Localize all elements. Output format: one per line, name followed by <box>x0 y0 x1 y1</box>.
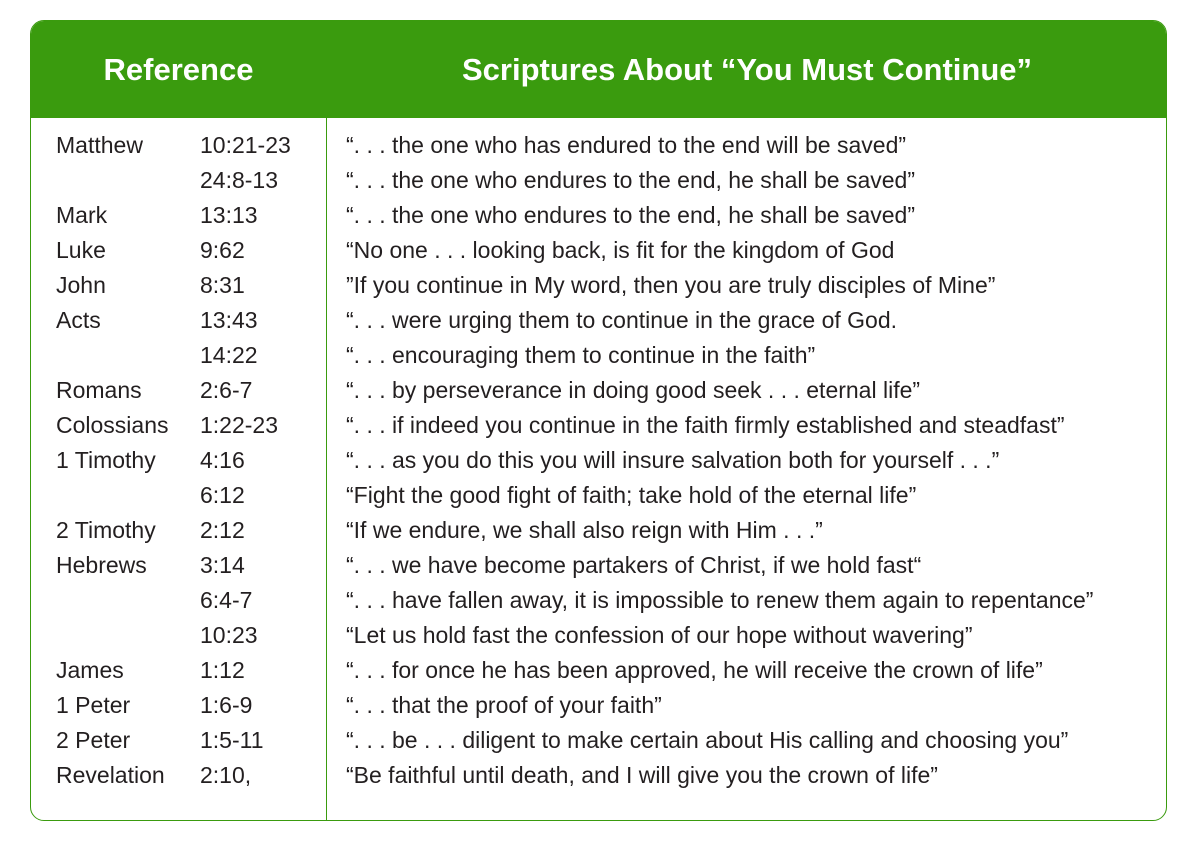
table-row <box>31 723 1166 758</box>
quote-cell: “Let us hold fast the confession of our hope without wavering” <box>346 622 973 648</box>
header-reference: Reference <box>103 51 254 87</box>
quote-cell: “. . . by perseverance in doing good seek . . . eternal life” <box>346 377 921 403</box>
quote-cell: “. . . encouraging them to continue in the faith” <box>346 342 816 368</box>
verse-cell: 13:13 <box>200 202 258 228</box>
table-row <box>31 688 1166 723</box>
verse-cell: 24:8-13 <box>200 167 279 193</box>
table-row <box>31 443 1166 478</box>
verse-cell: 6:4-7 <box>200 587 253 613</box>
verse-cell: 9:62 <box>200 237 245 263</box>
book-cell: James <box>56 657 124 683</box>
book-cell: Luke <box>56 237 106 263</box>
table-row <box>31 548 1166 583</box>
table-row <box>31 303 1166 338</box>
verse-cell: 10:23 <box>200 622 258 648</box>
quote-cell: “. . . that the proof of your faith” <box>346 692 662 718</box>
book-cell: Acts <box>56 307 101 333</box>
verse-cell: 2:10, <box>200 762 252 788</box>
table-row <box>31 583 1166 618</box>
verse-cell: 2:12 <box>200 517 245 543</box>
table-row <box>31 268 1166 303</box>
quote-cell: “If we endure, we shall also reign with Him . . .” <box>346 517 823 543</box>
table-body <box>31 128 1166 793</box>
verse-cell: 3:14 <box>200 552 245 578</box>
table-row <box>31 478 1166 513</box>
quote-cell: “. . . were urging them to continue in the grace of God. <box>346 307 898 333</box>
verse-cell: 1:22-23 <box>200 412 279 438</box>
table-row <box>31 233 1166 268</box>
verse-cell: 1:5-11 <box>200 727 264 753</box>
table-row <box>31 128 1166 163</box>
verse-cell: 8:31 <box>200 272 245 298</box>
book-cell: 1 Timothy <box>56 447 156 473</box>
header-scriptures: Scriptures About “You Must Continue” <box>461 51 1033 87</box>
table-row <box>31 198 1166 233</box>
table-row <box>31 653 1166 688</box>
verse-cell: 13:43 <box>200 307 258 333</box>
verse-cell: 14:22 <box>200 342 258 368</box>
table-row <box>31 618 1166 653</box>
book-cell: 1 Peter <box>56 692 131 718</box>
quote-cell: “. . . be . . . diligent to make certain about His calling and choosing you” <box>346 727 1069 753</box>
quote-cell: “. . . for once he has been approved, he will receive the crown of life” <box>346 657 1043 683</box>
book-cell: Mark <box>56 202 108 228</box>
scripture-table <box>30 20 1167 821</box>
quote-cell: “Fight the good fight of faith; take hold of the eternal life” <box>346 482 917 508</box>
verse-cell: 1:12 <box>200 657 245 683</box>
book-cell: Matthew <box>56 132 143 158</box>
table-row <box>31 338 1166 373</box>
table-row <box>31 163 1166 198</box>
table-row <box>31 513 1166 548</box>
quote-cell: “. . . the one who endures to the end, he shall be saved” <box>346 202 915 228</box>
book-cell: Colossians <box>56 412 169 438</box>
verse-cell: 4:16 <box>200 447 245 473</box>
verse-cell: 2:6-7 <box>200 377 253 403</box>
quote-cell: “. . . the one who endures to the end, he shall be saved” <box>346 167 915 193</box>
verse-cell: 1:6-9 <box>200 692 253 718</box>
quote-cell: “No one . . . looking back, is fit for the kingdom of God <box>346 237 895 263</box>
table-header <box>31 21 1166 118</box>
verse-cell: 10:21-23 <box>200 132 291 158</box>
quote-cell: “Be faithful until death, and I will give you the crown of life” <box>346 762 938 788</box>
table-row <box>31 758 1166 793</box>
quote-cell: “. . . the one who has endured to the end will be saved” <box>346 132 907 158</box>
quote-cell: “. . . have fallen away, it is impossible to renew them again to repentance” <box>346 587 1094 613</box>
table-row <box>31 408 1166 443</box>
table-row <box>31 373 1166 408</box>
book-cell: John <box>56 272 106 298</box>
quote-cell: “. . . as you do this you will insure salvation both for yourself . . .” <box>346 447 1000 473</box>
book-cell: Revelation <box>56 762 165 788</box>
book-cell: 2 Timothy <box>56 517 156 543</box>
verse-cell: 6:12 <box>200 482 245 508</box>
quote-cell: ”If you continue in My word, then you are truly disciples of Mine” <box>346 272 996 298</box>
book-cell: Hebrews <box>56 552 147 578</box>
book-cell: 2 Peter <box>56 727 131 753</box>
quote-cell: “. . . we have become partakers of Christ, if we hold fast“ <box>346 552 922 578</box>
quote-cell: “. . . if indeed you continue in the faith firmly established and steadfast” <box>346 412 1065 438</box>
book-cell: Romans <box>56 377 142 403</box>
